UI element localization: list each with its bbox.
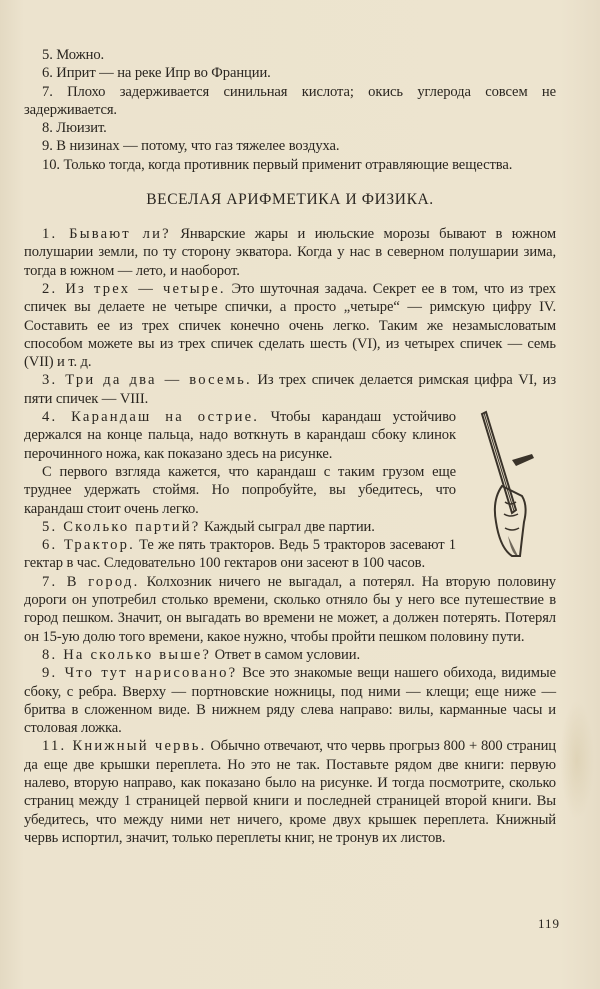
section-title: ВЕСЕЛАЯ АРИФМЕТИКА И ФИЗИКА. <box>146 191 434 209</box>
item-5-text: Каждый сыграл две партии. <box>200 518 375 535</box>
answer-5: 5. Можно. <box>42 47 105 63</box>
item-1-lead: 1. Бывают ли? <box>42 226 171 243</box>
item-3-lead: 3. Три да два — восемь. <box>42 372 252 389</box>
item-11 <box>24 737 556 847</box>
text-column <box>24 46 556 847</box>
item-9-lead: 9. Что тут нарисовано? <box>42 665 238 682</box>
answer-8: 8. Люизит. <box>42 120 107 137</box>
item-6-text: Те же пять тракторов. Ведь 5 тракторов засевают 1 гектар в час. Следовательно 100 гектаров они засеют в 100 часов. <box>24 537 456 572</box>
item-6 <box>24 536 456 573</box>
item-11-text: Обычно отвечают, что червь прогрыз 800 + 800 страниц да еще две крышки переплета. Но это не так. Поставьте рядом две книги: первую налево, вторую направо, как показано было на рисунке. И тогда посмотрите, сколько страниц между 1 страницей первой книги и последней страницей второй книги. Вы убедитесь, что между ними нет ничего, кроме двух крышек переплета. Книжный червь испортил, значит, только переплеты книг, не тронув их листов. <box>24 738 556 846</box>
page-number: 119 <box>537 916 560 931</box>
item-5 <box>24 518 456 536</box>
answer-9: 9. В низинах — потому, что газ тяжелее воздуха. <box>42 138 340 155</box>
item-7-text: Колхозник ничего не выгадал, а потерял. На вторую половину дороги он употребил столько времени, сколько отняло бы у него все путешествие в город пешком. Значит, он выгадать во времени не может, а должен потерять. Потерял он 15-ую долю того времени, какое нужно, чтобы пройти пешком половину пути. <box>24 573 556 645</box>
item-4-lead: 4. Карандаш на острие. <box>42 409 260 426</box>
item-2-text: Это шуточная задача. Секрет ее в том, что из трех спичек вы делаете не четыре спички, а просто „четыре“ — римскую цифру IV. Составить ее из трех спичек конечно очень легко. Таким же незамысловатым способом можете вы из трех спичек сделать шесть (VI), из четырех спичек — семь (VII) и т. д. <box>24 280 556 371</box>
answer-7: 7. Плохо задерживается синильная кислота; окись углерода совсем не задерживается. <box>24 83 556 118</box>
item-2 <box>24 280 556 371</box>
item-1 <box>24 225 556 280</box>
item-9 <box>24 664 556 737</box>
answer-6: 6. Иприт — на реке Ипр во Франции. <box>42 65 271 82</box>
item-8-text: Ответ в самом условии. <box>211 646 361 663</box>
pencil-on-finger-illustration <box>472 410 550 560</box>
item-11-lead: 11. Книжный червь. <box>42 738 207 755</box>
item-2-lead: 2. Из трех — четыре. <box>42 280 226 297</box>
paper-stain <box>560 700 594 820</box>
item-7 <box>24 573 556 646</box>
item-7-lead: 7. В город. <box>42 573 140 590</box>
answer-10: 10. Только тогда, когда противник первый применит отравляющие вещества. <box>42 156 513 173</box>
pencil-illustration-block <box>24 408 556 573</box>
item-3-text: Из трех спичек делается римская цифра VI, из пяти спичек — VIII. <box>24 372 556 407</box>
item-8 <box>24 646 556 664</box>
item-4 <box>24 408 456 463</box>
item-4-continued: С первого взгляда кажется, что карандаш с таким грузом еще труднее удержать стоймя. Но попробуйте, вы убедитесь, что карандаш стоит очень легко. <box>24 463 456 517</box>
item-9-text: Все это знакомые вещи нашего обихода, видимые сбоку, с ребра. Вверху — портновские ножницы, под ними — клещи; еще ниже — бритва в сложенном виде. В нижнем ряду слева направо: вилы, карманные часы и столовая ложка. <box>24 665 556 737</box>
item-3 <box>24 371 556 408</box>
item-1-text: Январские жары и июльские морозы бывают в южном полушарии земли, по ту сторону экватора. Когда у нас в северном полушарии зима, тогда в южном — лето, и наоборот. <box>24 226 556 279</box>
item-6-lead: 6. Трактор. <box>42 537 135 554</box>
item-4-text: Чтобы карандаш устойчиво держался на конце пальца, надо воткнуть в карандаш сбоку клинок перочинного ножа, как показано здесь на рисунке. <box>24 409 456 462</box>
item-8-lead: 8. На сколько выше? <box>42 646 212 663</box>
item-5-lead: 5. Сколько партий? <box>42 518 201 535</box>
